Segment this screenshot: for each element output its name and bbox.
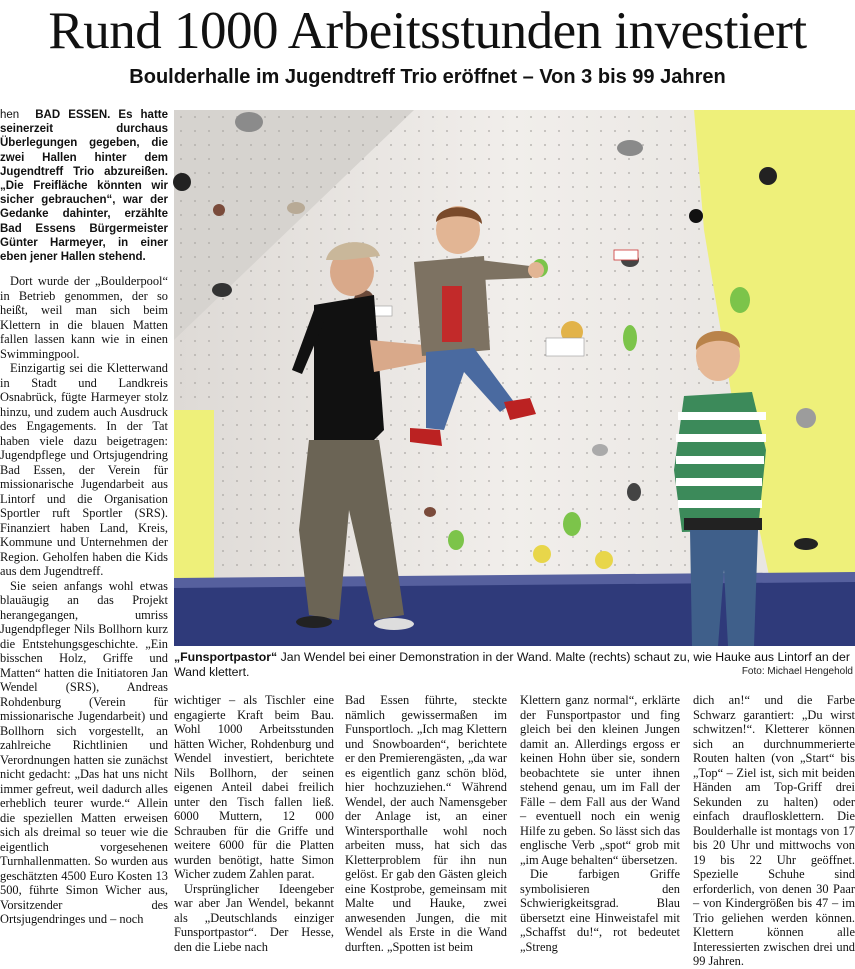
paragraph: Klettern ganz normal“, erklärte der Funsportpastor und fing gleich bei den kleinen Jungen damit an. Allerdings ergoss er keinen Hohn über sie, sondern beobachtete sie unter ihnen stehend genau, um im Fall der Fälle – dem Fall aus der Wand – eventuell noch ein wenig Hilfe zu geben. So lässt sich das englische Verb „spot“ grob mit „im Auge behalten“ übersetzen.	[520, 693, 681, 867]
lead-paragraph	[0, 108, 168, 264]
photo-credit: Foto: Michael Hengehold	[741, 666, 853, 677]
lead-text: Es hatte seinerzeit durchaus Überlegungen gegeben, die zwei Hallen hinter dem Jugendtreff Trio abzureißen. „Die Freifläche könnten wir sicher gebrauchen“, war der Gedanke dahinter, erzählte Bad Essens Bürgermeister Günter Harmeyer, in einer eben jener Hallen stehend.	[0, 109, 168, 264]
paragraph: Sie seien anfangs wohl etwas blauäugig an das Projekt herangegangen, umriss Jugendpfleger Nils Bollhorn kurz die Entstehungsgeschichte. „Ein bisschen Holz, Griffe und Matten“ hatten die Initiatoren Jan Wendel (SRS), Andreas Rohdenburg (Verein für missionarische Jugendarbeit) und Bollhorn sich vorgestellt, an zahlreiche Richtlinien und Verordnungen hatten sie zunächst nicht gedacht: „Das hat uns nicht immer gefreut, weil dadurch alles erheblich teurer wurde.“ Allein die speziellen Matten erweisen sich als dreimal so teuer wie die eigentlich vorgesehenen Turnhallenmatten. So wurden aus geschätzten 4500 Euro Kosten 13 500, führte Simon Wicher aus, Vorsitzender des Ortsjugendringes und – noch	[0, 578, 168, 927]
paragraph: Bad Essen führte, steckte nämlich gewissermaßen im Funsportloch. „Ich mag Klettern und Snowboarden“, berichtete er den Premierengästen, „da war es eigentlich ganz schön blöd, hier hochzuziehen.“ Während Wendel, der auch Namensgeber der Anlage ist, an einer Wintersporthalle wohl noch arbeiten muss, hat sich das Kletterproblem für ihn nun gelöst. Er gab den Gästen gleich eine Kostprobe, gemeinsam mit Malte und Hauke, zwei anwesenden Jungen, die mit Wendel als Erste in die Wand durften. „Spotten ist beim	[345, 693, 507, 954]
article-column-4	[520, 693, 680, 955]
article-column-5	[693, 693, 855, 968]
article-column-3	[345, 693, 507, 955]
article-column-2	[174, 693, 334, 955]
paragraph: dich an!“ und die Farbe Schwarz garantiert: „Du wirst schwitzen!“. Kletterer können sich an durchnummerierte Routen halten (von „Start“ bis „Top“ – Ziel ist, sich mit beiden Händen am Top-Griff drei Sekunden zu halten) oder einfach drauflosklettern. Die Boulderhalle ist montags von 17 bis 20 Uhr und mittwochs von 19 bis 22 Uhr geöffnet. Spezielle Schuhe sind erforderlich, von denen 30 Paar – von Kindergrößen bis 47 – im Trio geliehen werden können. Klettern können alle Interessierten zwischen drei und 99 Jahren.	[693, 693, 855, 968]
subheadline: Boulderhalle im Jugendtreff Trio eröffnet – Von 3 bis 99 Jahren	[129, 66, 726, 88]
paragraph: wichtiger – als Tischler eine engagierte Kraft beim Bau. Wohl 1000 Arbeitsstunden hätten Wicher, Rohdenburg und Wendel investiert, berichtete Nils Bollhorn, der seinen eigenen Anteil dabei freilich unter den Tisch fallen ließ. 6000 Muttern, 12 000 Schrauben für die Griffe und weitere 6000 für die Platten wurden benötigt, hatte Simon Wicher zudem Zahlen parat.	[174, 693, 334, 881]
paragraph: Dort wurde der „Boulderpool“ in Betrieb genommen, der so heißt, weil man sich beim Klettern in die blauen Matten fallen lassen kann wie in einen Swimmingpool.	[0, 274, 168, 361]
paragraph: Ursprünglicher Ideengeber war aber Jan Wendel, bekannt als „Deutschlands einziger Funsportpastor“. Der Hesse, den die Liebe nach	[174, 881, 334, 954]
paragraph: Einzigartig sei die Kletterwand in Stadt und Landkreis Osnabrück, fügte Harmeyer stolz hinzu, und zudem auch Ausdruck des Engagements. In der Tat haben viele dazu beigetragen: Jugendpflege und Ortsjugendring Bad Essen, der Verein für missionarische Jugendarbeit aus Lintorf und die Organisation Sportler ruft Sportler (SRS). Finanziert haben Land, Kreis, Kommune und Unternehmen der Region. Geholfen haben die Kids aus dem Jugendtreff.	[0, 361, 168, 579]
climbing-wall-photo	[174, 110, 855, 646]
headline: Rund 1000 Arbeitsstunden investiert	[48, 2, 807, 60]
dateline: BAD ESSEN.	[35, 109, 111, 121]
caption-title: „Funsportpastor“	[174, 650, 278, 664]
article-column-1	[0, 108, 168, 953]
lead-prefix: hen	[0, 109, 20, 121]
paragraph: Die farbigen Griffe symbolisieren den Schwierigkeitsgrad. Blau übersetzt eine Hinweistafel mit „Schaffst du!“, rot bedeutet „Streng	[520, 867, 680, 954]
caption-text: Jan Wendel bei einer Demonstration in der Wand. Malte (rechts) schaut zu, wie Hauke aus Lintorf an der Wand klettert.	[174, 650, 850, 679]
